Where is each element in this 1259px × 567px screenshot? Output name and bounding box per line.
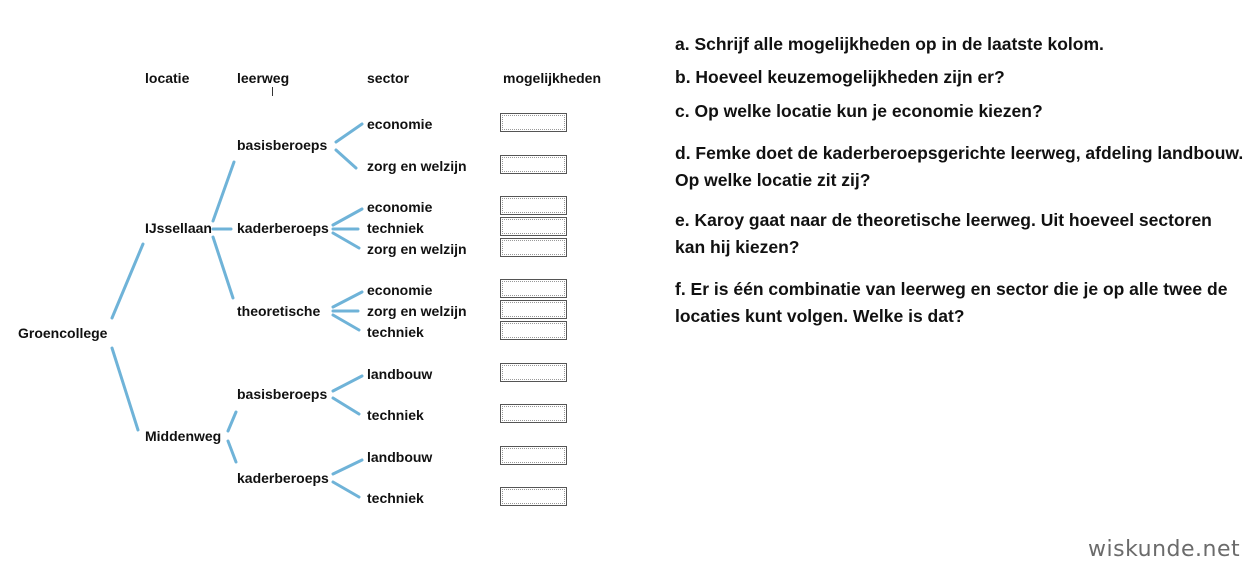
tree-branch [333, 482, 359, 497]
node-sector: landbouw [367, 449, 433, 465]
question-a: a. Schrijf alle mogelijkheden op in de laatste kolom. [675, 34, 1104, 54]
tree-branch [333, 233, 359, 248]
tree-branch [213, 237, 233, 298]
tree-branch [228, 441, 236, 462]
answer-box[interactable] [500, 217, 567, 236]
tree-branch [333, 398, 359, 414]
node-sector: zorg en welzijn [367, 241, 467, 257]
node-sector: techniek [367, 407, 424, 423]
answer-box[interactable] [500, 363, 567, 382]
question-e: e. Karoy gaat naar de theoretische leerweg. Uit hoeveel sectoren kan hij kiezen? [675, 210, 1212, 257]
tree-branch [112, 348, 138, 430]
node-sector: techniek [367, 490, 424, 506]
answer-box[interactable] [500, 446, 567, 465]
node-sector: zorg en welzijn [367, 158, 467, 174]
question-f: f. Er is één combinatie van leerweg en sector die je op alle twee de locaties kunt volgen. Welke is dat? [675, 279, 1228, 326]
tree-branch [228, 412, 236, 431]
node-route: basisberoeps [237, 386, 328, 402]
header-mogelijkheden: mogelijkheden [503, 70, 602, 86]
watermark-logo: wiskunde.net [1088, 537, 1241, 562]
question-d: d. Femke doet de kaderberoepsgerichte leerweg, afdeling landbouw. Op welke locatie zit zij? [675, 143, 1244, 190]
tree-branch [333, 209, 362, 225]
answer-box[interactable] [500, 487, 567, 506]
header-locatie: locatie [145, 70, 190, 86]
answer-box[interactable] [500, 321, 567, 340]
node-root: Groencollege [18, 325, 108, 341]
header-leerweg: leerweg [237, 70, 290, 86]
tree-branch [333, 460, 362, 474]
question-c: c. Op welke locatie kun je economie kiezen? [675, 101, 1043, 121]
node-sector: economie [367, 116, 433, 132]
node-route: basisberoeps [237, 137, 328, 153]
node-sector: techniek [367, 324, 424, 340]
node-sector: techniek [367, 220, 424, 236]
answer-box[interactable] [500, 404, 567, 423]
node-location-middenweg: Middenweg [145, 428, 222, 444]
node-route: kaderberoeps [237, 220, 329, 236]
tree-branch [333, 292, 362, 307]
question-b: b. Hoeveel keuzemogelijkheden zijn er? [675, 67, 1005, 87]
header-sector: sector [367, 70, 410, 86]
node-sector: economie [367, 199, 433, 215]
tree-branch [333, 376, 362, 391]
tree-branch [336, 124, 362, 142]
answer-box[interactable] [500, 113, 567, 132]
node-sector: economie [367, 282, 433, 298]
node-route: theoretische [237, 303, 321, 319]
answer-box[interactable] [500, 155, 567, 174]
node-route: kaderberoeps [237, 470, 329, 486]
answer-box[interactable] [500, 196, 567, 215]
answer-box[interactable] [500, 300, 567, 319]
node-sector: zorg en welzijn [367, 303, 467, 319]
node-location-ijssellaan: IJssellaan [145, 220, 212, 236]
tree-branch [336, 150, 356, 168]
tree-branch [213, 162, 234, 221]
answer-box[interactable] [500, 279, 567, 298]
tree-branch [112, 244, 143, 318]
node-sector: landbouw [367, 366, 433, 382]
tree-branch [333, 315, 359, 330]
answer-box[interactable] [500, 238, 567, 257]
